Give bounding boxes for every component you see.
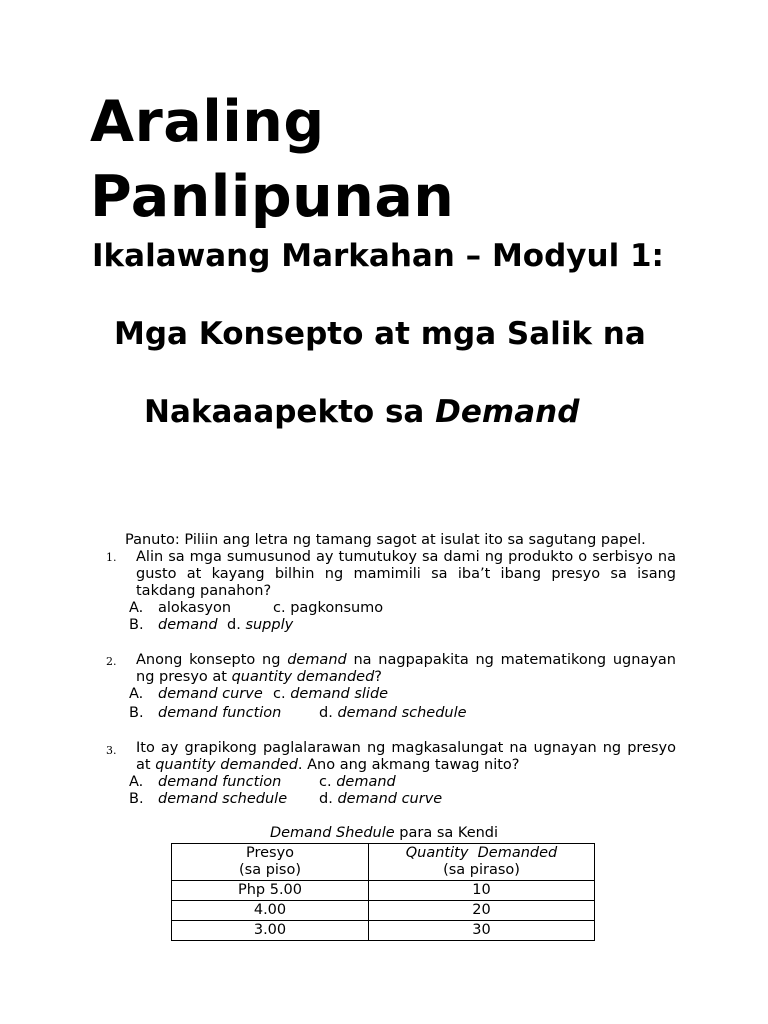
subtitle-plain: Nakaaapekto sa: [144, 394, 436, 430]
subtitle-topic-end: [144, 393, 744, 431]
option-letter-1b: B.: [129, 617, 144, 633]
question-text-2: [136, 652, 676, 686]
table-cell-quantity: 20: [369, 901, 595, 921]
subtitle-module: Ikalawang Markahan – Modyul 1:: [92, 238, 664, 274]
table-cell-quantity: 30: [369, 921, 595, 941]
question-number-1: 1.: [106, 551, 117, 564]
option-1d-text: supply: [245, 617, 294, 633]
subtitle-italic: Demand: [435, 394, 580, 430]
option-2a: demand curve: [158, 686, 263, 702]
q3-part: . Ano ang akmang tawag nito?: [297, 757, 520, 773]
option-letter-2a: A.: [129, 686, 144, 702]
table-cell-price: 3.00: [172, 921, 369, 941]
header-line: Quantity Demanded: [405, 845, 558, 861]
option-1d: [227, 617, 293, 634]
q2-part: ?: [374, 669, 382, 685]
question-text-1: Alin sa mga sumusunod ay tumutukoy sa dami ng produkto o serbisyo na gusto at kayang bilhin ng mamimili sa iba’t ibang presyo sa isang takdang panahon?: [136, 549, 676, 599]
q2-term: quantity demanded: [231, 669, 375, 685]
table-row: [172, 901, 595, 921]
table-cell-quantity: 10: [369, 881, 595, 901]
question-text-3: [136, 740, 676, 774]
table-row: [172, 881, 595, 901]
q2-term: demand: [287, 652, 347, 668]
question-number-2: 2.: [106, 655, 117, 668]
option-letter-1a: A.: [129, 600, 144, 616]
option-1c-prefix: c.: [273, 600, 291, 616]
q3-term: quantity demanded: [155, 757, 298, 773]
option-2d-text: demand schedule: [337, 705, 467, 721]
option-3d-prefix: d.: [319, 791, 338, 807]
option-1c: [273, 600, 383, 617]
q3-part: Ito ay grapikong paglalarawan ng magkasalungat na ugnayan ng presyo at: [136, 740, 676, 773]
option-2c-prefix: c.: [273, 686, 291, 702]
option-3d-text: demand curve: [337, 791, 443, 807]
table-caption-plain: para sa Kendi: [394, 825, 499, 841]
title-line-2: Panlipunan: [90, 164, 455, 230]
option-1b: demand: [158, 617, 218, 633]
option-letter-2b: B.: [129, 705, 144, 721]
q2-part: na nagpapakita ng matematikong ugnayan ng presyo at: [136, 652, 676, 685]
instructions: Panuto: Piliin ang letra ng tamang sagot at isulat ito sa sagutang papel.: [125, 532, 646, 548]
table-caption: [0, 825, 768, 841]
table-header-row: [172, 844, 595, 881]
option-2d-prefix: d.: [319, 705, 338, 721]
option-2c-text: demand slide: [290, 686, 389, 702]
header-line: Presyo: [245, 845, 295, 861]
option-1a: alokasyon: [158, 600, 232, 616]
header-line: (sa piraso): [443, 862, 520, 878]
option-3b: demand schedule: [158, 791, 288, 807]
option-1c-text: pagkonsumo: [290, 600, 384, 616]
option-letter-3a: A.: [129, 774, 144, 790]
option-3c-text: demand: [336, 774, 396, 790]
q2-part: Anong konsepto ng: [136, 652, 288, 668]
question-number-3: 3.: [106, 744, 117, 757]
option-3c-prefix: c.: [319, 774, 337, 790]
option-2b: demand function: [158, 705, 282, 721]
option-3d: [319, 791, 442, 808]
option-1d-prefix: d.: [227, 617, 246, 633]
title-line-1: Araling: [90, 89, 325, 155]
option-letter-3b: B.: [129, 791, 144, 807]
table-row: [172, 921, 595, 941]
option-3a: demand function: [158, 774, 282, 790]
header-line: (sa piso): [238, 862, 302, 878]
subtitle-topic: Mga Konsepto at mga Salik na: [114, 316, 646, 352]
table-cell-price: 4.00: [172, 901, 369, 921]
table-cell-price: Php 5.00: [172, 881, 369, 901]
table-caption-italic: Demand Shedule: [269, 825, 395, 841]
table-header-quantity: [369, 844, 595, 881]
option-2c: [273, 686, 388, 703]
demand-schedule-table: [171, 843, 595, 941]
option-3c: [319, 774, 396, 791]
table-header-price: [172, 844, 369, 881]
option-2d: [319, 705, 467, 722]
